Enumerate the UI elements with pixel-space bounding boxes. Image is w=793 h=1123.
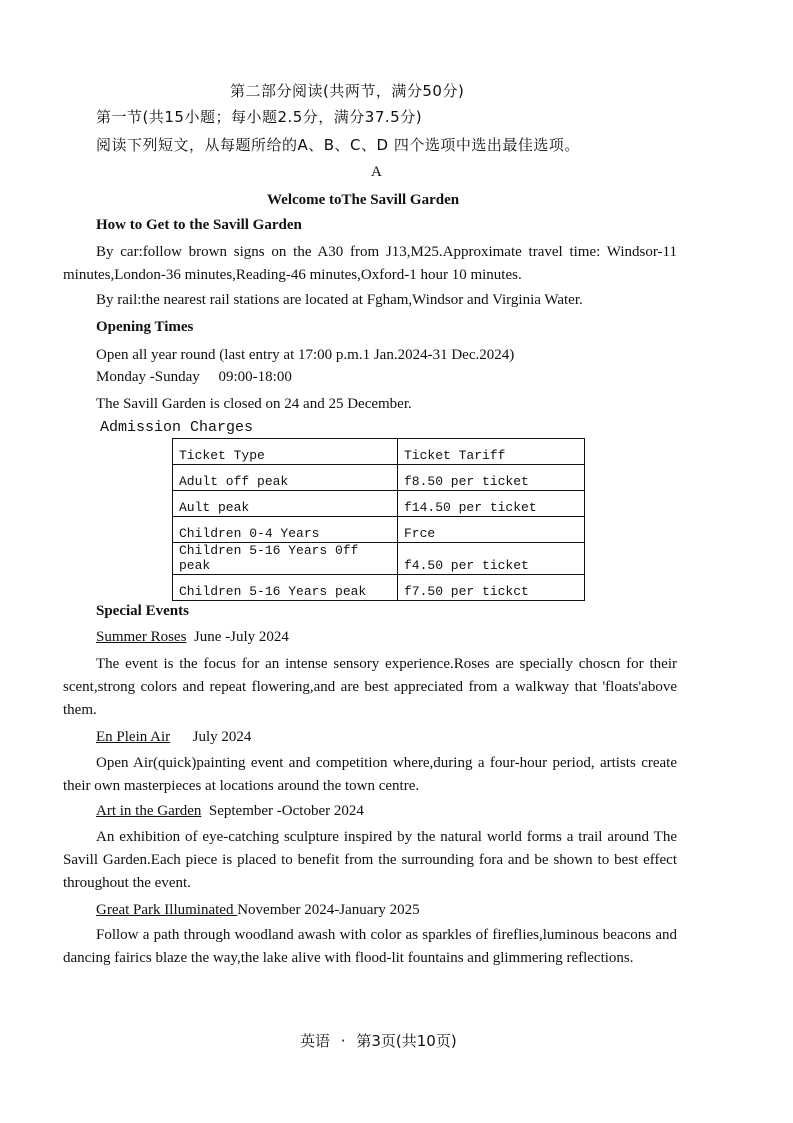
special-events-heading: Special Events — [96, 603, 189, 619]
table-row — [173, 575, 585, 601]
event-date: July 2024 — [192, 729, 252, 745]
event-date: November 2024-January 2025 — [237, 902, 420, 918]
page-footer — [300, 1030, 457, 1051]
ticket-type-cell: Children 0-4 Years — [173, 517, 398, 543]
event-title-line — [96, 899, 420, 922]
ticket-tariff-cell: Frce — [398, 517, 585, 543]
ticket-type-cell: Ault peak — [173, 491, 398, 517]
column-header-ticket-type: Ticket Type — [173, 439, 398, 465]
opening-times-line1: Open all year round (last entry at 17:00 p.m.1 Jan.2024-31 Dec.2024) — [96, 347, 515, 363]
event-title-line — [96, 800, 364, 823]
passage-title: Welcome toThe Savill Garden — [267, 192, 460, 208]
passage-letter: A — [371, 164, 382, 180]
table-row — [173, 543, 585, 575]
instruction-text: 阅读下列短文，从每题所给的A、B、C、D 四个选项中选出最佳选项。 — [96, 136, 580, 154]
event-date: September -October 2024 — [208, 803, 364, 819]
footer-page-info: 第3页(共10页) — [356, 1032, 457, 1050]
footer-separator: · — [340, 1032, 346, 1050]
event-description: An exhibition of eye-catching sculpture inspired by the natural world forms a trail around The Savill Garden.Each piece is placed to benefit from the surrounding fora and be shown to best effect throughout the event. — [63, 829, 677, 891]
admission-heading: Admission Charges — [100, 419, 254, 436]
event-title: Great Park Illuminated — [96, 902, 238, 918]
column-header-ticket-tariff: Ticket Tariff — [398, 439, 585, 465]
ticket-tariff-cell: f14.50 per ticket — [398, 491, 585, 517]
ticket-tariff-cell: f7.50 per tickct — [398, 575, 585, 601]
event-title-line — [96, 726, 251, 749]
ticket-type-cell: Children 5-16 Years 0ff peak — [173, 543, 398, 575]
event-description: The event is the focus for an intense sensory experience.Roses are specially choscn for their scent,strong colors and repeat flowering,and are best appreciated from a walkway that 'floats'above them. — [63, 656, 677, 718]
admission-table — [172, 438, 585, 601]
ticket-tariff-cell: f8.50 per ticket — [398, 465, 585, 491]
event-date: June -July 2024 — [193, 629, 289, 645]
subsection-header: 第一节(共15小题；每小题2.5分，满分37.5分) — [96, 108, 423, 126]
footer-subject: 英语 — [300, 1032, 331, 1050]
by-car-paragraph: By car:follow brown signs on the A30 from J13,M25.Approximate travel time: Windsor-11 minutes,London-36 minutes,Reading-46 minutes,Oxford-1 hour 10 minutes. — [63, 244, 677, 283]
section-header: 第二部分阅读(共两节，满分50分) — [230, 82, 465, 100]
event-title-line — [96, 626, 289, 649]
ticket-type-cell: Children 5-16 Years peak — [173, 575, 398, 601]
ticket-tariff-cell: f4.50 per ticket — [398, 543, 585, 575]
table-row — [173, 517, 585, 543]
event-title: Art in the Garden — [96, 803, 202, 819]
opening-times-line2: Monday -Sunday 09:00-18:00 — [96, 369, 292, 385]
table-header-row — [173, 439, 585, 465]
table-row — [173, 465, 585, 491]
by-rail-paragraph: By rail:the nearest rail stations are located at Fgham,Windsor and Virginia Water. — [96, 292, 583, 308]
event-description: Follow a path through woodland awash with color as sparkles of fireflies,luminous beacons and dancing fairics blaze the way,the lake alive with flood-lit fountains and glimmering reflections. — [63, 927, 677, 966]
ticket-type-cell: Adult off peak — [173, 465, 398, 491]
event-description: Open Air(quick)painting event and competition where,during a four-hour period, artists create their own masterpieces at locations around the town centre. — [63, 755, 677, 794]
table-row — [173, 491, 585, 517]
how-to-get-heading: How to Get to the Savill Garden — [96, 217, 302, 233]
event-title: En Plein Air — [96, 729, 171, 745]
event-title: Summer Roses — [96, 629, 187, 645]
closed-notice: The Savill Garden is closed on 24 and 25 December. — [96, 396, 412, 412]
opening-times-heading: Opening Times — [96, 319, 194, 335]
